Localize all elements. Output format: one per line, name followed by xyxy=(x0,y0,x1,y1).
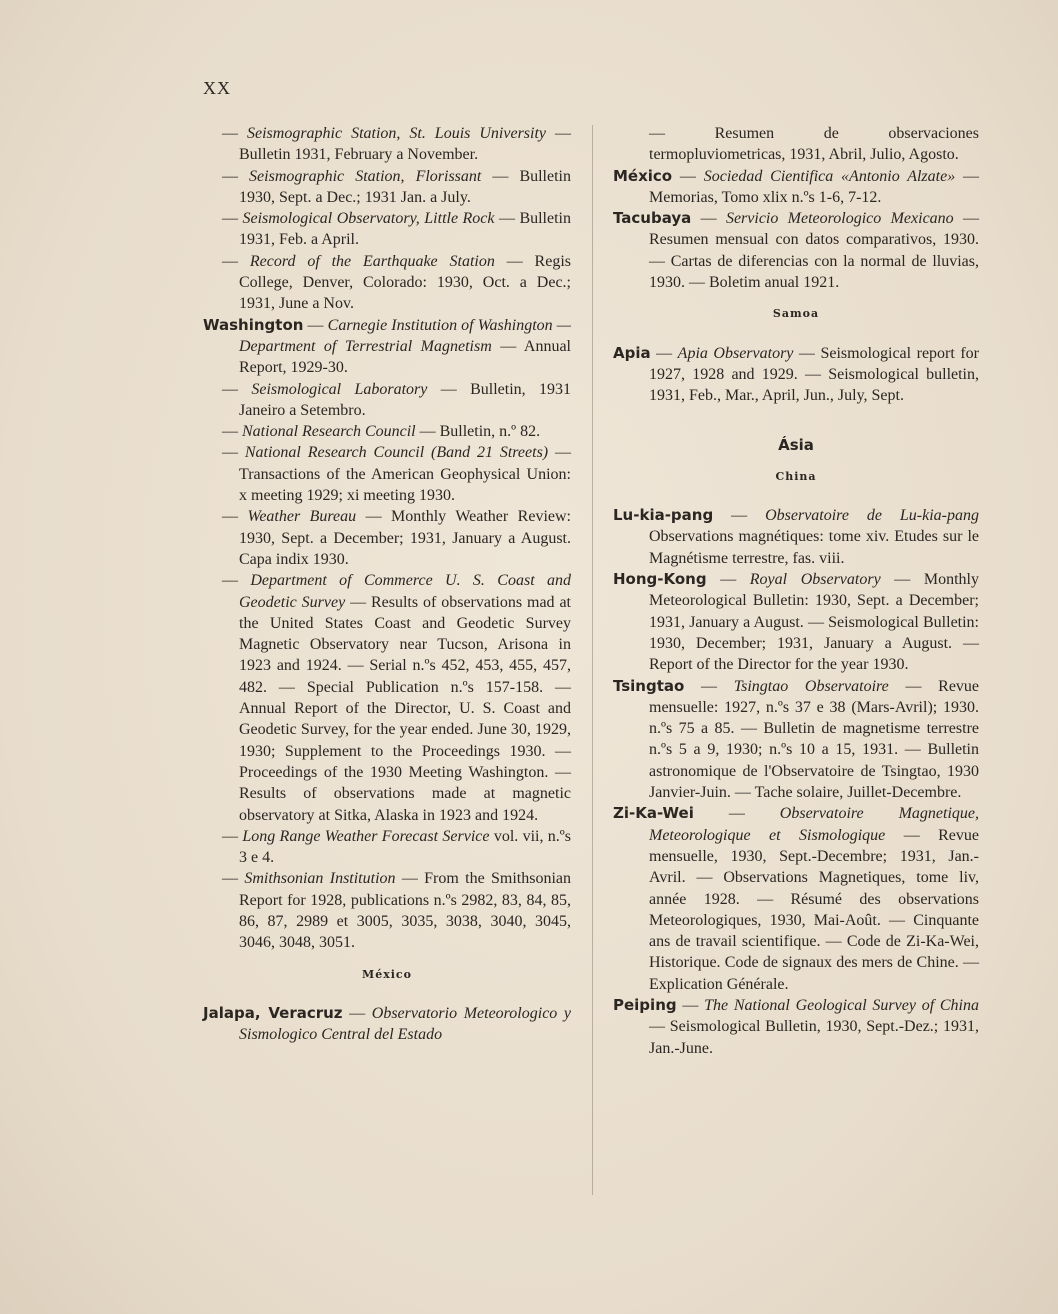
bibliography-entry xyxy=(203,506,571,570)
bibliography-entry xyxy=(613,803,979,995)
entry-text: — Transactions of the American Geophysical Union: x meeting 1929; xi meeting 1930. xyxy=(239,444,571,505)
entry-text: — xyxy=(691,210,726,228)
entry-institution: Tsingtao Observatoire xyxy=(733,677,889,695)
bibliography-entry xyxy=(613,505,979,569)
entry-text: — Monthly Meteorological Bulletin: 1930, Sept. a December; 1931, January a August. — Seismological Bulletin: 1930, December; 1931, January a August. — Report of the Director for the year 1930. xyxy=(649,571,979,674)
right-column xyxy=(613,123,979,1059)
entry-text: — Bulletin, n.º 82. xyxy=(415,423,541,441)
entry-text: — xyxy=(706,571,750,589)
section-heading: México xyxy=(362,967,412,981)
entry-text: — xyxy=(222,167,250,185)
entry-text: — xyxy=(650,344,678,362)
entry-institution: Observatorio Meteorologico y Sismologico Central del Estado xyxy=(239,1004,572,1044)
bibliography-entry xyxy=(613,676,979,804)
entry-text: — Bulletin 1930, Sept. a Dec.; 1931 Jan. a July. xyxy=(239,167,571,206)
region-heading: Ásia xyxy=(778,435,814,454)
entry-text: — xyxy=(222,423,242,441)
page-number: XX xyxy=(203,78,231,98)
entry-text: — xyxy=(222,827,243,845)
entry-text: — Seismological report for 1927, 1928 and 1929. — Seismological bulletin, 1931, Feb., Mar., April, Jun., July, Sept. xyxy=(649,344,980,405)
entry-institution: Royal Observatory xyxy=(749,571,881,589)
entry-institution: Sociedad Cientifica «Antonio Alzate» xyxy=(703,167,956,185)
entry-institution: Seismological Laboratory xyxy=(251,380,428,398)
left-column xyxy=(203,123,571,1045)
entry-text: — Resumen de observaciones termopluviometricas, 1931, Abril, Julio, Agosto. xyxy=(649,125,979,164)
entry-institution: Observatoire de Lu-kia-pang xyxy=(765,507,979,525)
entry-text: — From the Smithsonian Report for 1928, publications n.ºs 2982, 83, 84, 85, 86, 87, 2989 et 3005, 3035, 3038, 3040, 3045, 3046, 3048, 3051. xyxy=(239,870,571,952)
entry-text: — xyxy=(222,572,251,590)
entry-text: — xyxy=(713,507,766,525)
bibliography-entry xyxy=(613,995,979,1059)
entry-text: — xyxy=(222,870,245,888)
entry-institution: Seismographic Station, St. Louis University xyxy=(246,125,547,142)
entry-text: — xyxy=(222,210,243,228)
entry-institution: Seismological Observatory, Little Rock xyxy=(242,210,495,228)
entry-text: — Annual Report, 1929-30. xyxy=(239,337,572,377)
bibliography-entry xyxy=(613,123,979,166)
entry-location: Tsingtao xyxy=(613,676,685,695)
entry-institution: Servicio Meteorologico Mexicano xyxy=(725,210,954,228)
entry-location: Tacubaya xyxy=(613,209,692,228)
entry-text: — xyxy=(222,252,250,270)
entry-text: — xyxy=(303,316,328,334)
bibliography-entry xyxy=(613,208,979,293)
entry-institution: Long Range Weather Forecast Service xyxy=(242,827,490,845)
entry-text: vol. vii, n.ºs 3 e 4. xyxy=(239,827,571,867)
bibliography-entry xyxy=(203,251,571,315)
entry-institution: Smithsonian Institution xyxy=(244,870,396,888)
bibliography-entry xyxy=(203,868,571,953)
entry-location: Apia xyxy=(613,343,651,362)
entry-text: — Bulletin 1931, Feb. a April. xyxy=(239,210,571,249)
entry-text: — Resumen mensual con datos comparativos, 1930. — Cartas de diferencias con la normal de lluvias, 1930. — Boletim anual 1921. xyxy=(649,210,980,292)
entry-institution: Apia Observatory xyxy=(677,344,794,362)
section-heading: Samoa xyxy=(772,307,820,321)
entry-text: Observations magnétiques: tome xiv. Etudes sur le Magnétisme terrestre, fas. viii. xyxy=(649,528,979,567)
entry-location: México xyxy=(613,166,673,185)
entry-institution: National Research Council (Band 21 Streets) xyxy=(244,444,549,462)
bibliography-entry xyxy=(203,166,571,209)
entry-location: Lu-kia-pang xyxy=(613,506,714,525)
entry-text: — xyxy=(222,380,252,398)
bibliography-entry xyxy=(203,123,571,166)
bibliography-entry xyxy=(613,166,979,209)
entry-text: — Results of observations mad at the United States Coast and Geodetic Survey Magnetic Observatory near Tucson, Arisona in 1923 and 1924. — Serial n.ºs 452, 453, 455, 457, 482. — Special Publication n.ºs 157-158. — Annual Report of the Director, U. S. Coast and Geodetic Survey, for the year ended. June 30, 1929, 1930; Supplement to the Proceedings 1930. — Proceedings of the 1930 Meeting Washington. — Results of observations made at magnetic observatory at Sitka, Alaska in 1923 and 1924. xyxy=(239,593,571,824)
entry-text: — Memorias, Tomo xlix n.ºs 1-6, 7-12. xyxy=(649,167,980,206)
entry-text: — Bulletin, 1931 Janeiro a Setembro. xyxy=(239,380,572,419)
entry-institution: National Research Council xyxy=(242,423,416,441)
entry-text: — xyxy=(684,677,734,695)
entry-text: — xyxy=(676,996,705,1014)
bibliography-entry xyxy=(203,208,571,251)
entry-institution: Department of Commerce U. S. Coast and Geodetic Survey xyxy=(239,572,571,611)
entry-text: — Revue mensuelle, 1930, Sept.-Decembre; 1931, Jan.-Avril. — Observations Magnetiques, tome liv, année 1928. — Résumé des observations Meteorologiques, 1930, Mai-Août. — Cinquante ans de travail scientifique. — Code de Zi-Ka-Wei, Historique. Code de signaux des mers de Chine. — Explication Générale. xyxy=(649,826,979,993)
bibliography-entry xyxy=(203,442,571,506)
bibliography-entry xyxy=(203,1003,571,1046)
entry-text: — xyxy=(342,1004,372,1022)
entry-text: — Bulletin 1931, February a November. xyxy=(239,125,571,164)
bibliography-entry xyxy=(203,570,571,826)
entry-institution: The National Geological Survey of China xyxy=(704,996,979,1014)
bibliography-entry xyxy=(613,343,979,407)
entry-institution: Weather Bureau xyxy=(247,508,357,526)
entry-text: — xyxy=(672,167,704,185)
section-heading: China xyxy=(775,469,817,483)
entry-location: Jalapa, Veracruz xyxy=(203,1003,343,1022)
bibliography-entry xyxy=(203,379,571,422)
entry-text: — xyxy=(222,125,247,142)
entry-institution: Record of the Earthquake Station xyxy=(249,252,495,270)
bibliography-entry xyxy=(203,826,571,869)
entry-institution: Observatoire Magnetique, Meteorologique et Sismologique xyxy=(649,805,979,844)
entry-text: — xyxy=(222,444,245,462)
column-divider xyxy=(592,125,593,1195)
entry-text: — Monthly Weather Review: 1930, Sept. a December; 1931, January a August. Capa indix 1930. xyxy=(239,508,572,568)
entry-location: Zi-Ka-Wei xyxy=(613,804,694,823)
bibliography-entry xyxy=(613,569,979,675)
bibliography-entry xyxy=(203,421,571,442)
entry-institution: Carnegie Institution of Washington — Department of Terrestrial Magnetism xyxy=(239,316,571,355)
entry-text: — xyxy=(693,805,780,823)
entry-text: — Regis College, Denver, Colorado: 1930, Oct. a Dec.; 1931, June a Nov. xyxy=(239,252,572,313)
entry-text: — Revue mensuelle: 1927, n.ºs 37 e 38 (Mars-Avril); 1930. n.ºs 75 a 85. — Bulletin de magnetisme terrestre n.ºs 5 a 9, 1930; n.ºs 10 a 15, 1931. — Bulletin astronomique de l'Observatoire de Tsingtao, 1930 Janvier-Juin. — Tache solaire, Juillet-Decembre. xyxy=(649,677,980,802)
entry-text: — Seismological Bulletin, 1930, Sept.-Dez.; 1931, Jan.-June. xyxy=(649,1018,979,1057)
entry-location: Washington xyxy=(203,315,304,334)
entry-text: — xyxy=(222,508,248,526)
entry-location: Hong-Kong xyxy=(613,570,707,589)
entry-location: Peiping xyxy=(613,995,677,1014)
bibliography-entry xyxy=(203,315,571,379)
entry-institution: Seismographic Station, Florissant xyxy=(249,167,482,185)
